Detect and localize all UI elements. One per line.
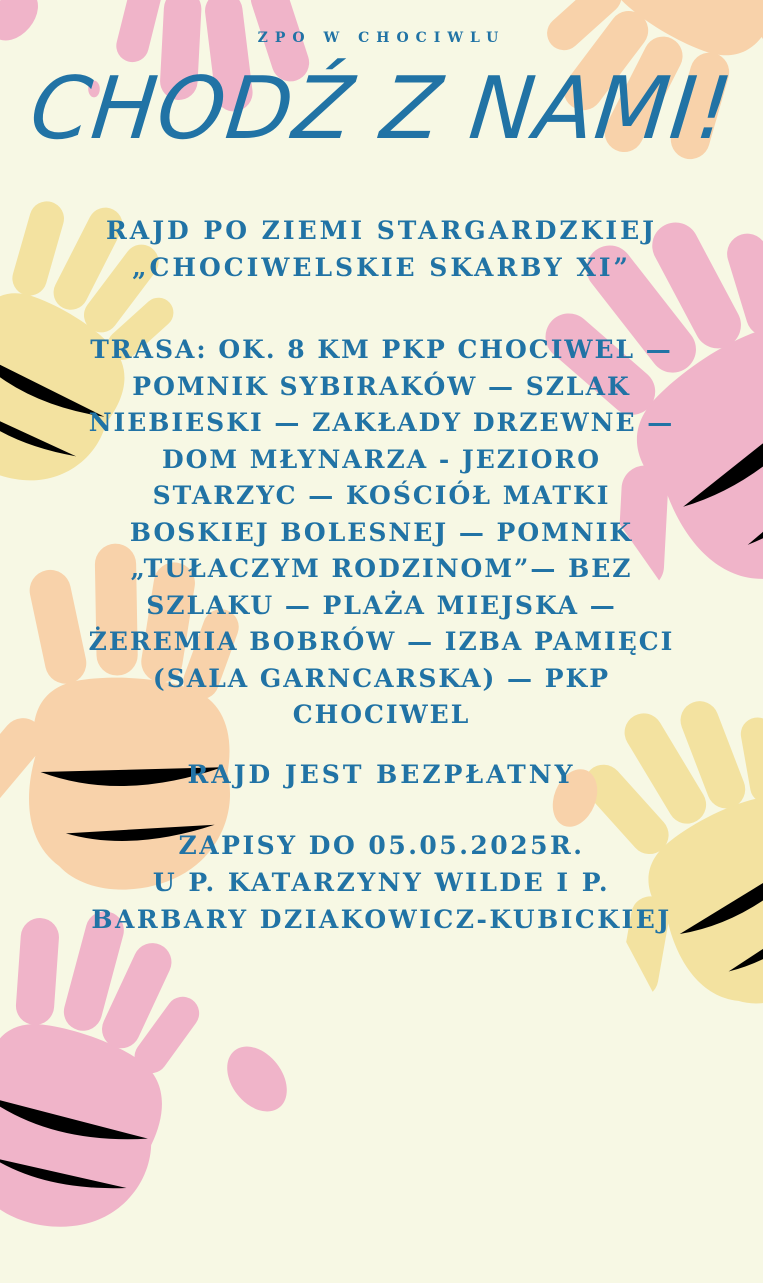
route-line: (SALA GARNCARSKA) — PKP: [152, 663, 611, 693]
route-line: „TUŁACZYM RODZINOM”— BEZ: [130, 554, 633, 584]
route-line: CHOCIWEL: [292, 700, 471, 730]
free-entry-note: RAJD JEST BEZPŁATNY: [187, 759, 576, 789]
route-line: NIEBIESKI — ZAKŁADY DRZEWNE —: [88, 408, 675, 438]
route-line: POMNIK SYBIRAKÓW — SZLAK: [132, 371, 631, 401]
poster-title: CHODŹ Z NAMI!: [25, 59, 738, 159]
route-line: ŻEREMIA BOBRÓW — IZBA PAMIĘCI: [88, 627, 675, 657]
subtitle-line: „CHOCIWELSKIE SKARBY XI”: [132, 253, 631, 283]
signup-line: BARBARY DZIAKOWICZ-KUBICKIEJ: [91, 904, 672, 934]
route-description: [62, 332, 702, 734]
route-line: STARZYC — KOŚCIÓŁ MATKI: [152, 481, 611, 511]
event-subtitle: [72, 212, 692, 286]
route-line: BOSKIEJ BOLESNEJ — POMNIK: [129, 517, 634, 547]
route-line: SZLAKU — PLAŻA MIEJSKA —: [146, 590, 617, 620]
signup-line: ZAPISY DO 05.05.2025R.: [178, 830, 585, 860]
route-line: TRASA: OK. 8 KM PKP CHOCIWEL —: [90, 335, 673, 365]
subtitle-line: RAJD PO ZIEMI STARGARDZKIEJ: [106, 216, 657, 246]
route-line: DOM MŁYNARZA - JEZIORO: [161, 444, 602, 474]
organization-name: ZPO W CHOCIWLU: [257, 30, 506, 46]
signup-line: U P. KATARZYNY WILDE I P.: [152, 867, 611, 897]
signup-info: [62, 827, 702, 938]
